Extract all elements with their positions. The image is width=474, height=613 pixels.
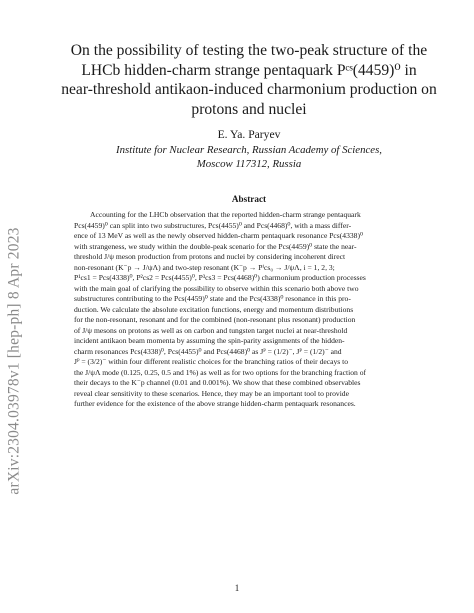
abstract-line: charm resonances Pcs(4338)⁰, Pcs(4455)⁰ and Pcs(4468)⁰ as Jᴾ = (1/2)⁻, Jᴾ = (1/2)⁻ and [74,346,342,356]
abstract-heading: Abstract [231,194,267,204]
title-line: near-threshold antikaon-induced charmonium production on [61,81,437,98]
abstract-line: with the main goal of clarifying the possibility to observe within this scenario both above two [74,283,359,293]
title-line: On the possibility of testing the two-peak structure of the [70,42,428,59]
title-line: protons and nuclei [191,100,307,118]
affiliation-line: Moscow 117312, Russia [196,158,302,170]
abstract-line: P¹cs1 = Pcs(4338)⁰, P²cs2 = Pcs(4455)⁰, P³cs3 = Pcs(4468)⁰) charmonium production processes [74,273,366,282]
abstract-line: threshold J/ψ meson production from protons and nuclei by considering incoherent direct [74,252,346,261]
arxiv-identifier-text: arXiv:2304.03978v1 [hep-ph] 8 Apr 2023 [6,227,23,495]
abstract-line: non-resonant (K⁻p → J/ψΛ) and two-step resonant (K⁻p → Pⁱcs₀ → J/ψΛ, i = 1, 2, 3; [74,262,335,272]
abstract-line: reveal clear sensitivity to these scenarios. Hence, they may be an important tool to provide [74,388,349,398]
abstract-line: of J/ψ mesons on protons as well as on carbon and tungsten target nuclei at near-threshold [74,325,348,335]
abstract-body [74,210,426,410]
abstract-line: substructures contributing to the Pcs(4459)⁰ state and the Pcs(4338)⁰ resonance in this pro- [74,294,351,303]
abstract-line: for the non-resonant, resonant and for the combined (non-resonant plus resonant) production [74,315,356,324]
abstract-line: further evidence for the existence of the above strange hidden-charm pentaquark resonances. [74,399,356,408]
abstract-line: Jᴾ = (3/2)⁻ within four different realistic choices for the branching ratios of their decays to [74,357,349,366]
arxiv-identifier-stamp [2,168,28,554]
abstract-line: duction. We calculate the absolute excitation functions, energy and momentum distributions [74,304,354,314]
paper-title [42,41,456,119]
author-name: E. Ya. Paryev [217,128,281,141]
abstract-line: the J/ψΛ mode (0.125, 0.25, 0.5 and 1%) as well as for two options for the branching fraction of [74,367,367,377]
abstract-line: their decays to the K⁻p channel (0.01 and 0.001%). We show that these combined observables [74,378,361,387]
abstract-line: with strangeness, we study within the double-peak scenario for the Pcs(4459)⁰ state the near- [74,241,357,251]
page-number: 1 [234,583,240,593]
affiliation-line: Institute for Nuclear Research, Russian Academy of Sciences, [116,144,382,156]
author-affiliation [42,143,456,171]
abstract-line: incident antikaon beam momenta by assuming the spin-parity assignments of the hidden- [74,336,345,345]
abstract-line: Accounting for the LHCb observation that the reported hidden-charm strange pentaquark [90,210,361,219]
abstract-line: ence of 13 MeV as well as the newly observed hidden-charm pentaquark resonance Pcs(4338)⁰ [74,231,364,240]
title-line: LHCb hidden-charm strange pentaquark Pᶜˢ(4459)⁰ in [81,61,417,79]
abstract-line: Pcs(4459)⁰ can split into two substructures, Pcs(4455)⁰ and Pcs(4468)⁰, with a mass differ- [74,220,352,230]
